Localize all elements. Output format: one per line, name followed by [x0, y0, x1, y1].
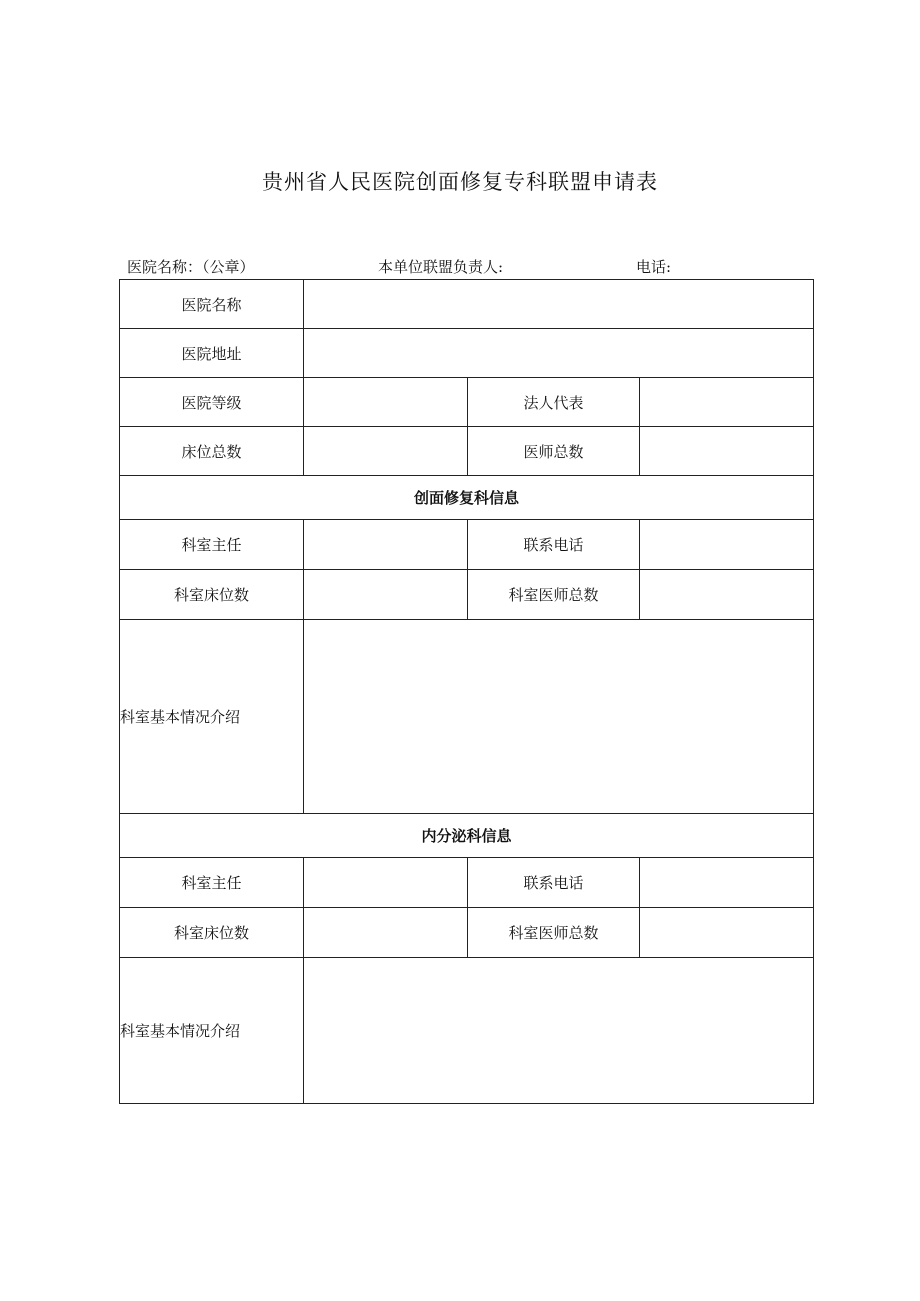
table-row: [120, 329, 814, 378]
endo-intro-label: 科室基本情况介绍: [120, 958, 304, 1104]
section-header-row: [120, 814, 814, 858]
application-form-table: [119, 279, 814, 1104]
table-row: [120, 958, 814, 1104]
endo-section-title: 内分泌科信息: [120, 814, 814, 858]
wound-dept-beds-field[interactable]: [304, 570, 468, 620]
unit-lead-label: 本单位联盟负责人:: [378, 258, 504, 276]
endo-intro-field[interactable]: [304, 958, 814, 1104]
phone-label: 电话:: [636, 258, 672, 276]
wound-dept-doctors-label: 科室医师总数: [468, 570, 640, 620]
wound-director-label: 科室主任: [120, 520, 304, 570]
table-row: [120, 908, 814, 958]
table-row: [120, 620, 814, 814]
wound-section-title: 创面修复科信息: [120, 476, 814, 520]
hospital-level-label: 医院等级: [120, 378, 304, 427]
table-row: [120, 858, 814, 908]
section-header-row: [120, 476, 814, 520]
table-row: [120, 280, 814, 329]
legal-rep-field[interactable]: [640, 378, 814, 427]
endo-dept-beds-label: 科室床位数: [120, 908, 304, 958]
page-title: 贵州省人民医院创面修复专科联盟申请表: [262, 170, 658, 194]
hospital-name-field[interactable]: [304, 280, 814, 329]
endo-director-label: 科室主任: [120, 858, 304, 908]
wound-dept-doctors-field[interactable]: [640, 570, 814, 620]
total-beds-field[interactable]: [304, 427, 468, 476]
wound-intro-label: 科室基本情况介绍: [120, 620, 304, 814]
wound-contact-phone-label: 联系电话: [468, 520, 640, 570]
table-row: [120, 520, 814, 570]
legal-rep-label: 法人代表: [468, 378, 640, 427]
hospital-level-field[interactable]: [304, 378, 468, 427]
endo-dept-doctors-field[interactable]: [640, 908, 814, 958]
wound-intro-field[interactable]: [304, 620, 814, 814]
wound-contact-phone-field[interactable]: [640, 520, 814, 570]
hospital-name-seal-label: 医院名称：（公章）: [127, 258, 255, 276]
wound-dept-beds-label: 科室床位数: [120, 570, 304, 620]
table-row: [120, 378, 814, 427]
total-beds-label: 床位总数: [120, 427, 304, 476]
endo-dept-beds-field[interactable]: [304, 908, 468, 958]
table-row: [120, 570, 814, 620]
endo-director-field[interactable]: [304, 858, 468, 908]
total-doctors-field[interactable]: [640, 427, 814, 476]
total-doctors-label: 医师总数: [468, 427, 640, 476]
hospital-name-label: 医院名称: [120, 280, 304, 329]
endo-contact-phone-field[interactable]: [640, 858, 814, 908]
endo-dept-doctors-label: 科室医师总数: [468, 908, 640, 958]
table-row: [120, 427, 814, 476]
endo-contact-phone-label: 联系电话: [468, 858, 640, 908]
wound-director-field[interactable]: [304, 520, 468, 570]
hospital-address-field[interactable]: [304, 329, 814, 378]
hospital-address-label: 医院地址: [120, 329, 304, 378]
